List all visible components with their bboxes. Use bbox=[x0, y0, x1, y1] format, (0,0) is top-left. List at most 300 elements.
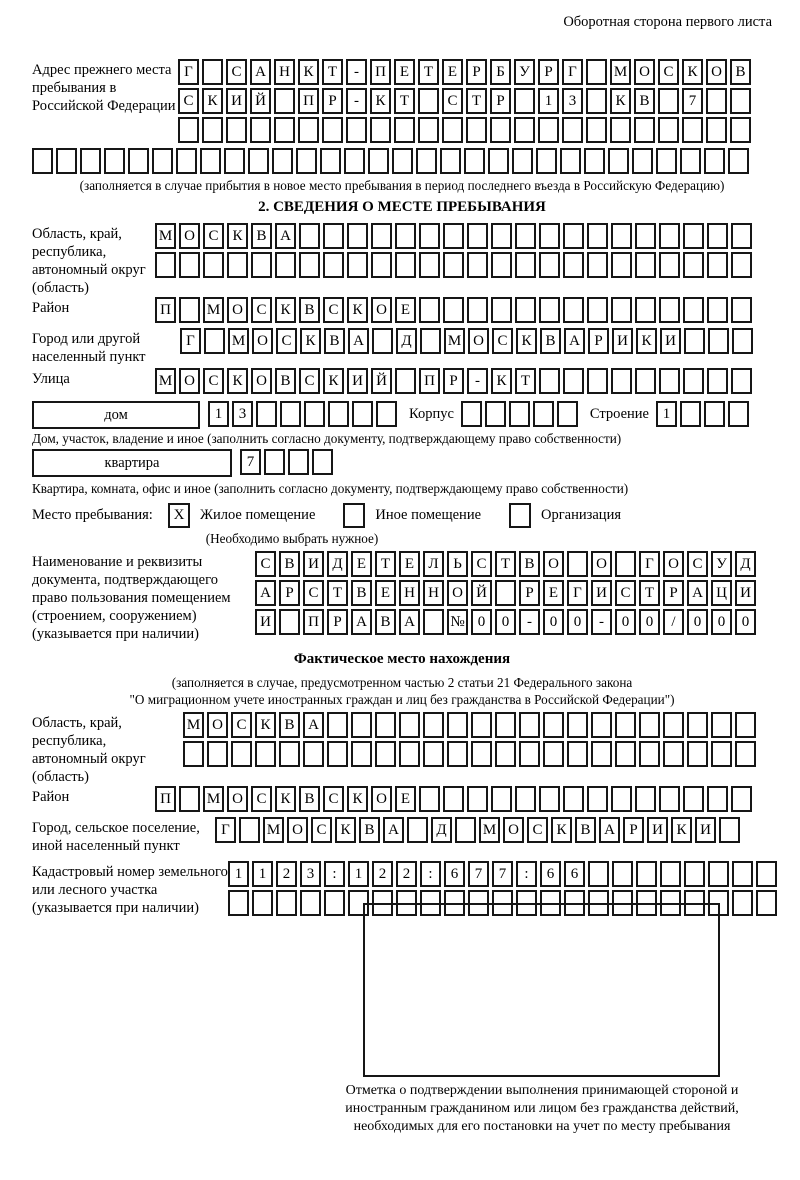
char-cell[interactable]: С bbox=[471, 551, 492, 577]
char-cell[interactable] bbox=[587, 223, 608, 249]
char-cell[interactable] bbox=[371, 223, 392, 249]
char-cell[interactable] bbox=[491, 297, 512, 323]
char-cell[interactable]: 0 bbox=[639, 609, 660, 635]
char-cell[interactable] bbox=[563, 297, 584, 323]
char-cell[interactable]: 7 bbox=[492, 861, 513, 887]
char-cell[interactable] bbox=[348, 890, 369, 916]
char-cell[interactable] bbox=[288, 449, 309, 475]
char-cell[interactable] bbox=[227, 252, 248, 278]
char-cell[interactable]: Г bbox=[639, 551, 660, 577]
char-cell[interactable] bbox=[251, 252, 272, 278]
char-cell[interactable] bbox=[464, 148, 485, 174]
char-cell[interactable]: 1 bbox=[228, 861, 249, 887]
char-cell[interactable]: А bbox=[399, 609, 420, 635]
char-cell[interactable] bbox=[557, 401, 578, 427]
char-cell[interactable]: О bbox=[207, 712, 228, 738]
char-cell[interactable] bbox=[680, 148, 701, 174]
char-cell[interactable] bbox=[407, 817, 428, 843]
char-cell[interactable] bbox=[272, 148, 293, 174]
char-cell[interactable] bbox=[515, 223, 536, 249]
char-cell[interactable] bbox=[372, 328, 393, 354]
char-cell[interactable] bbox=[296, 148, 317, 174]
char-cell[interactable] bbox=[687, 712, 708, 738]
char-cell[interactable] bbox=[663, 741, 684, 767]
char-cell[interactable] bbox=[635, 252, 656, 278]
char-cell[interactable]: М bbox=[183, 712, 204, 738]
char-cell[interactable]: 2 bbox=[396, 861, 417, 887]
char-cell[interactable]: К bbox=[491, 368, 512, 394]
char-cell[interactable]: К bbox=[255, 712, 276, 738]
char-cell[interactable]: Т bbox=[466, 88, 487, 114]
char-cell[interactable]: О bbox=[468, 328, 489, 354]
char-cell[interactable]: И bbox=[226, 88, 247, 114]
char-cell[interactable]: И bbox=[591, 580, 612, 606]
char-cell[interactable] bbox=[663, 712, 684, 738]
char-cell[interactable] bbox=[179, 786, 200, 812]
char-cell[interactable]: 1 bbox=[252, 861, 273, 887]
char-cell[interactable]: 7 bbox=[468, 861, 489, 887]
char-cell[interactable]: Е bbox=[395, 786, 416, 812]
char-cell[interactable] bbox=[539, 297, 560, 323]
char-cell[interactable] bbox=[706, 117, 727, 143]
char-cell[interactable] bbox=[730, 117, 751, 143]
char-cell[interactable]: В bbox=[324, 328, 345, 354]
char-cell[interactable] bbox=[611, 223, 632, 249]
char-cell[interactable]: А bbox=[687, 580, 708, 606]
char-cell[interactable]: С bbox=[299, 368, 320, 394]
checkbox-residential[interactable]: X bbox=[168, 503, 190, 528]
char-cell[interactable]: 0 bbox=[543, 609, 564, 635]
char-cell[interactable]: О bbox=[252, 328, 273, 354]
char-cell[interactable] bbox=[231, 741, 252, 767]
char-cell[interactable]: И bbox=[660, 328, 681, 354]
char-cell[interactable] bbox=[442, 117, 463, 143]
char-cell[interactable]: А bbox=[275, 223, 296, 249]
char-cell[interactable] bbox=[584, 148, 605, 174]
char-cell[interactable]: : bbox=[420, 861, 441, 887]
char-cell[interactable] bbox=[467, 786, 488, 812]
char-cell[interactable]: С bbox=[311, 817, 332, 843]
char-cell[interactable]: И bbox=[612, 328, 633, 354]
char-cell[interactable] bbox=[423, 741, 444, 767]
char-cell[interactable] bbox=[280, 401, 301, 427]
char-cell[interactable] bbox=[611, 786, 632, 812]
char-cell[interactable]: 7 bbox=[240, 449, 261, 475]
char-cell[interactable] bbox=[418, 88, 439, 114]
char-cell[interactable] bbox=[707, 297, 728, 323]
char-cell[interactable]: Б bbox=[490, 59, 511, 85]
char-cell[interactable]: 1 bbox=[348, 861, 369, 887]
char-cell[interactable] bbox=[178, 117, 199, 143]
char-cell[interactable] bbox=[183, 741, 204, 767]
char-cell[interactable] bbox=[324, 890, 345, 916]
char-cell[interactable] bbox=[468, 890, 489, 916]
char-cell[interactable] bbox=[202, 59, 223, 85]
char-cell[interactable]: К bbox=[300, 328, 321, 354]
char-cell[interactable] bbox=[732, 861, 753, 887]
char-cell[interactable] bbox=[634, 117, 655, 143]
char-cell[interactable] bbox=[392, 148, 413, 174]
char-cell[interactable]: П bbox=[155, 297, 176, 323]
char-cell[interactable]: С bbox=[203, 223, 224, 249]
char-cell[interactable] bbox=[731, 297, 752, 323]
char-cell[interactable] bbox=[239, 817, 260, 843]
char-cell[interactable] bbox=[375, 741, 396, 767]
char-cell[interactable] bbox=[591, 741, 612, 767]
char-cell[interactable]: С bbox=[442, 88, 463, 114]
char-cell[interactable]: В bbox=[519, 551, 540, 577]
char-cell[interactable]: У bbox=[711, 551, 732, 577]
char-cell[interactable] bbox=[732, 890, 753, 916]
char-cell[interactable]: Р bbox=[443, 368, 464, 394]
char-cell[interactable]: Й bbox=[471, 580, 492, 606]
char-cell[interactable]: И bbox=[303, 551, 324, 577]
char-cell[interactable]: Р bbox=[663, 580, 684, 606]
char-cell[interactable]: О bbox=[287, 817, 308, 843]
char-cell[interactable]: К bbox=[347, 297, 368, 323]
char-cell[interactable]: Е bbox=[351, 551, 372, 577]
char-cell[interactable]: 6 bbox=[540, 861, 561, 887]
char-cell[interactable] bbox=[252, 890, 273, 916]
char-cell[interactable]: И bbox=[255, 609, 276, 635]
char-cell[interactable] bbox=[735, 741, 756, 767]
char-cell[interactable]: В bbox=[351, 580, 372, 606]
char-cell[interactable] bbox=[659, 223, 680, 249]
char-cell[interactable]: К bbox=[275, 297, 296, 323]
char-cell[interactable]: Л bbox=[423, 551, 444, 577]
char-cell[interactable] bbox=[567, 712, 588, 738]
char-cell[interactable]: 0 bbox=[471, 609, 492, 635]
char-cell[interactable] bbox=[563, 223, 584, 249]
char-cell[interactable]: 6 bbox=[564, 861, 585, 887]
char-cell[interactable]: С bbox=[527, 817, 548, 843]
char-cell[interactable] bbox=[756, 890, 777, 916]
char-cell[interactable] bbox=[396, 890, 417, 916]
char-cell[interactable] bbox=[176, 148, 197, 174]
char-cell[interactable]: М bbox=[263, 817, 284, 843]
char-cell[interactable] bbox=[492, 890, 513, 916]
char-cell[interactable] bbox=[491, 223, 512, 249]
char-cell[interactable]: Г bbox=[567, 580, 588, 606]
char-cell[interactable] bbox=[312, 449, 333, 475]
char-cell[interactable] bbox=[683, 252, 704, 278]
char-cell[interactable]: Ц bbox=[711, 580, 732, 606]
char-cell[interactable] bbox=[635, 368, 656, 394]
char-cell[interactable] bbox=[327, 712, 348, 738]
char-cell[interactable] bbox=[519, 741, 540, 767]
char-cell[interactable] bbox=[320, 148, 341, 174]
char-cell[interactable] bbox=[255, 741, 276, 767]
char-cell[interactable] bbox=[347, 223, 368, 249]
char-cell[interactable] bbox=[455, 817, 476, 843]
char-cell[interactable]: Ь bbox=[447, 551, 468, 577]
char-cell[interactable] bbox=[276, 890, 297, 916]
char-cell[interactable] bbox=[711, 712, 732, 738]
char-cell[interactable] bbox=[395, 368, 416, 394]
char-cell[interactable]: 3 bbox=[232, 401, 253, 427]
char-cell[interactable]: Е bbox=[394, 59, 415, 85]
char-cell[interactable]: П bbox=[298, 88, 319, 114]
char-cell[interactable] bbox=[539, 223, 560, 249]
char-cell[interactable]: Т bbox=[515, 368, 536, 394]
char-cell[interactable] bbox=[495, 712, 516, 738]
char-cell[interactable]: И bbox=[695, 817, 716, 843]
char-cell[interactable]: М bbox=[228, 328, 249, 354]
char-cell[interactable] bbox=[543, 712, 564, 738]
char-cell[interactable] bbox=[707, 786, 728, 812]
char-cell[interactable] bbox=[419, 223, 440, 249]
char-cell[interactable]: Г bbox=[180, 328, 201, 354]
char-cell[interactable]: Д bbox=[396, 328, 417, 354]
char-cell[interactable] bbox=[279, 609, 300, 635]
char-cell[interactable] bbox=[467, 223, 488, 249]
char-cell[interactable]: Т bbox=[327, 580, 348, 606]
char-cell[interactable]: В bbox=[540, 328, 561, 354]
char-cell[interactable] bbox=[659, 368, 680, 394]
char-cell[interactable]: О bbox=[371, 786, 392, 812]
char-cell[interactable]: / bbox=[663, 609, 684, 635]
char-cell[interactable] bbox=[731, 368, 752, 394]
char-cell[interactable]: 0 bbox=[495, 609, 516, 635]
char-cell[interactable] bbox=[707, 252, 728, 278]
char-cell[interactable] bbox=[200, 148, 221, 174]
char-cell[interactable] bbox=[563, 786, 584, 812]
char-cell[interactable]: К bbox=[202, 88, 223, 114]
char-cell[interactable] bbox=[639, 741, 660, 767]
char-cell[interactable] bbox=[707, 223, 728, 249]
char-cell[interactable]: С bbox=[178, 88, 199, 114]
char-cell[interactable]: С bbox=[231, 712, 252, 738]
char-cell[interactable]: Е bbox=[543, 580, 564, 606]
char-cell[interactable] bbox=[567, 741, 588, 767]
char-cell[interactable]: В bbox=[251, 223, 272, 249]
char-cell[interactable] bbox=[632, 148, 653, 174]
char-cell[interactable]: М bbox=[155, 368, 176, 394]
char-cell[interactable] bbox=[485, 401, 506, 427]
char-cell[interactable] bbox=[420, 328, 441, 354]
char-cell[interactable] bbox=[443, 786, 464, 812]
char-cell[interactable] bbox=[719, 817, 740, 843]
char-cell[interactable] bbox=[104, 148, 125, 174]
char-cell[interactable] bbox=[444, 890, 465, 916]
char-cell[interactable] bbox=[615, 551, 636, 577]
char-cell[interactable]: В bbox=[359, 817, 380, 843]
char-cell[interactable] bbox=[711, 741, 732, 767]
char-cell[interactable] bbox=[416, 148, 437, 174]
char-cell[interactable] bbox=[372, 890, 393, 916]
char-cell[interactable]: К bbox=[671, 817, 692, 843]
char-cell[interactable] bbox=[368, 148, 389, 174]
char-cell[interactable] bbox=[656, 148, 677, 174]
char-cell[interactable] bbox=[395, 223, 416, 249]
char-cell[interactable]: № bbox=[447, 609, 468, 635]
char-cell[interactable] bbox=[299, 252, 320, 278]
char-cell[interactable] bbox=[351, 712, 372, 738]
char-cell[interactable] bbox=[635, 297, 656, 323]
char-cell[interactable] bbox=[635, 223, 656, 249]
char-cell[interactable]: К bbox=[551, 817, 572, 843]
char-cell[interactable] bbox=[586, 59, 607, 85]
char-cell[interactable]: О bbox=[227, 297, 248, 323]
char-cell[interactable] bbox=[128, 148, 149, 174]
char-cell[interactable] bbox=[327, 741, 348, 767]
char-cell[interactable] bbox=[659, 252, 680, 278]
char-cell[interactable] bbox=[461, 401, 482, 427]
char-cell[interactable]: Д bbox=[327, 551, 348, 577]
char-cell[interactable]: М bbox=[444, 328, 465, 354]
char-cell[interactable]: К bbox=[516, 328, 537, 354]
char-cell[interactable] bbox=[683, 786, 704, 812]
char-cell[interactable] bbox=[591, 712, 612, 738]
char-cell[interactable]: Е bbox=[395, 297, 416, 323]
char-cell[interactable] bbox=[615, 741, 636, 767]
char-cell[interactable]: А bbox=[255, 580, 276, 606]
char-cell[interactable]: Д bbox=[431, 817, 452, 843]
char-cell[interactable]: Р bbox=[490, 88, 511, 114]
char-cell[interactable]: К bbox=[682, 59, 703, 85]
char-cell[interactable]: К bbox=[370, 88, 391, 114]
char-cell[interactable] bbox=[587, 368, 608, 394]
char-cell[interactable]: Д bbox=[735, 551, 756, 577]
char-cell[interactable] bbox=[683, 297, 704, 323]
char-cell[interactable]: К bbox=[335, 817, 356, 843]
char-cell[interactable] bbox=[274, 88, 295, 114]
char-cell[interactable] bbox=[680, 401, 701, 427]
char-cell[interactable] bbox=[684, 890, 705, 916]
char-cell[interactable] bbox=[608, 148, 629, 174]
char-cell[interactable] bbox=[250, 117, 271, 143]
char-cell[interactable]: С bbox=[323, 786, 344, 812]
char-cell[interactable]: О bbox=[706, 59, 727, 85]
char-cell[interactable] bbox=[419, 786, 440, 812]
char-cell[interactable]: Р bbox=[279, 580, 300, 606]
char-cell[interactable] bbox=[707, 368, 728, 394]
char-cell[interactable]: : bbox=[516, 861, 537, 887]
char-cell[interactable] bbox=[509, 401, 530, 427]
char-cell[interactable]: Т bbox=[495, 551, 516, 577]
char-cell[interactable] bbox=[539, 252, 560, 278]
char-cell[interactable]: П bbox=[370, 59, 391, 85]
char-cell[interactable] bbox=[708, 890, 729, 916]
char-cell[interactable] bbox=[708, 861, 729, 887]
char-cell[interactable]: Р bbox=[538, 59, 559, 85]
char-cell[interactable] bbox=[224, 148, 245, 174]
char-cell[interactable]: В bbox=[375, 609, 396, 635]
char-cell[interactable] bbox=[658, 117, 679, 143]
char-cell[interactable]: А bbox=[383, 817, 404, 843]
char-cell[interactable]: 6 bbox=[444, 861, 465, 887]
char-cell[interactable]: П bbox=[419, 368, 440, 394]
char-cell[interactable] bbox=[467, 252, 488, 278]
char-cell[interactable] bbox=[683, 368, 704, 394]
char-cell[interactable]: К bbox=[298, 59, 319, 85]
char-cell[interactable] bbox=[447, 712, 468, 738]
char-cell[interactable] bbox=[490, 117, 511, 143]
char-cell[interactable]: 1 bbox=[538, 88, 559, 114]
checkbox-organization[interactable] bbox=[509, 503, 531, 528]
char-cell[interactable] bbox=[347, 252, 368, 278]
char-cell[interactable] bbox=[636, 861, 657, 887]
char-cell[interactable]: П bbox=[155, 786, 176, 812]
char-cell[interactable] bbox=[612, 890, 633, 916]
char-cell[interactable]: Р bbox=[466, 59, 487, 85]
char-cell[interactable] bbox=[515, 252, 536, 278]
char-cell[interactable]: А bbox=[348, 328, 369, 354]
char-cell[interactable] bbox=[395, 252, 416, 278]
char-cell[interactable]: Е bbox=[442, 59, 463, 85]
char-cell[interactable]: 1 bbox=[656, 401, 677, 427]
char-cell[interactable]: А bbox=[250, 59, 271, 85]
char-cell[interactable] bbox=[611, 252, 632, 278]
char-cell[interactable]: Й bbox=[371, 368, 392, 394]
char-cell[interactable]: М bbox=[610, 59, 631, 85]
char-cell[interactable]: О bbox=[503, 817, 524, 843]
char-cell[interactable] bbox=[394, 117, 415, 143]
char-cell[interactable] bbox=[203, 252, 224, 278]
checkbox-other-premises[interactable] bbox=[343, 503, 365, 528]
char-cell[interactable] bbox=[635, 786, 656, 812]
char-cell[interactable] bbox=[264, 449, 285, 475]
char-cell[interactable] bbox=[732, 328, 753, 354]
char-cell[interactable] bbox=[564, 890, 585, 916]
char-cell[interactable] bbox=[304, 401, 325, 427]
char-cell[interactable] bbox=[687, 741, 708, 767]
char-cell[interactable]: 2 bbox=[372, 861, 393, 887]
char-cell[interactable] bbox=[371, 252, 392, 278]
char-cell[interactable] bbox=[32, 148, 53, 174]
char-cell[interactable]: В bbox=[299, 297, 320, 323]
char-cell[interactable] bbox=[586, 117, 607, 143]
char-cell[interactable] bbox=[155, 252, 176, 278]
char-cell[interactable] bbox=[756, 861, 777, 887]
char-cell[interactable]: : bbox=[324, 861, 345, 887]
char-cell[interactable] bbox=[399, 712, 420, 738]
char-cell[interactable]: 0 bbox=[615, 609, 636, 635]
char-cell[interactable] bbox=[659, 786, 680, 812]
char-cell[interactable] bbox=[420, 890, 441, 916]
char-cell[interactable] bbox=[731, 252, 752, 278]
char-cell[interactable] bbox=[346, 117, 367, 143]
char-cell[interactable]: - bbox=[346, 88, 367, 114]
char-cell[interactable] bbox=[636, 890, 657, 916]
char-cell[interactable] bbox=[351, 741, 372, 767]
char-cell[interactable]: Р bbox=[322, 88, 343, 114]
char-cell[interactable]: К bbox=[610, 88, 631, 114]
char-cell[interactable] bbox=[80, 148, 101, 174]
char-cell[interactable]: О bbox=[447, 580, 468, 606]
char-cell[interactable]: С bbox=[303, 580, 324, 606]
char-cell[interactable] bbox=[303, 741, 324, 767]
char-cell[interactable]: С bbox=[203, 368, 224, 394]
char-cell[interactable] bbox=[423, 712, 444, 738]
char-cell[interactable] bbox=[704, 148, 725, 174]
char-cell[interactable]: Н bbox=[274, 59, 295, 85]
char-cell[interactable] bbox=[418, 117, 439, 143]
char-cell[interactable] bbox=[495, 741, 516, 767]
char-cell[interactable] bbox=[443, 223, 464, 249]
char-cell[interactable]: Й bbox=[250, 88, 271, 114]
char-cell[interactable]: С bbox=[615, 580, 636, 606]
char-cell[interactable] bbox=[730, 88, 751, 114]
char-cell[interactable] bbox=[540, 890, 561, 916]
char-cell[interactable] bbox=[299, 223, 320, 249]
char-cell[interactable]: 1 bbox=[208, 401, 229, 427]
char-cell[interactable] bbox=[586, 88, 607, 114]
char-cell[interactable] bbox=[495, 580, 516, 606]
char-cell[interactable] bbox=[488, 148, 509, 174]
char-cell[interactable]: К bbox=[636, 328, 657, 354]
char-cell[interactable] bbox=[423, 609, 444, 635]
